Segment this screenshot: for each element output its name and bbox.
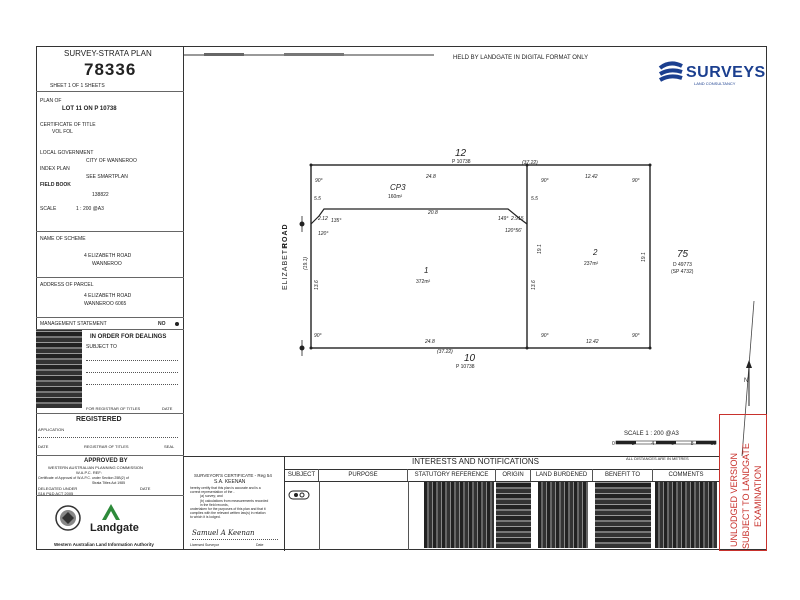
logo-block bbox=[36, 496, 184, 550]
angle-120: 120° bbox=[318, 231, 329, 237]
surveys-brand-sub: LAND CONSULTANCY bbox=[694, 81, 736, 86]
title-block bbox=[36, 46, 184, 92]
unlodged-stamp bbox=[719, 414, 767, 551]
approved-date: DATE bbox=[140, 486, 151, 491]
right-lot-number: 75 bbox=[677, 249, 689, 260]
surveyor-signature: Samuel A Keenan bbox=[192, 529, 255, 537]
address-block bbox=[36, 278, 184, 318]
plan-of-value: LOT 11 ON P 10738 bbox=[62, 106, 117, 112]
vol-fol: VOL FOL bbox=[52, 129, 73, 135]
approved-line2: W.A.P.C. REF: bbox=[76, 470, 102, 475]
registrar-label: REGISTRAR OF TITLES bbox=[84, 444, 129, 449]
dim-mid-lower: 13.6 bbox=[531, 280, 537, 290]
scale-label: SCALE bbox=[40, 206, 57, 212]
dim-top-total: (37.22) bbox=[522, 160, 538, 166]
dim-diag-left: 2.12 bbox=[318, 216, 328, 222]
approved-line1: WESTERN AUSTRALIAN PLANNING COMMISSION bbox=[48, 465, 143, 470]
angle-90-tm: 90° bbox=[541, 178, 549, 184]
col-subject: SUBJECT bbox=[285, 469, 319, 481]
lot1-number: 1 bbox=[424, 266, 429, 275]
address-label: ADDRESS OF PARCEL bbox=[40, 282, 94, 288]
col-purpose: PURPOSE bbox=[319, 469, 408, 481]
registered-line bbox=[38, 437, 178, 438]
registered-block bbox=[36, 414, 184, 456]
dealings-line bbox=[86, 360, 178, 361]
scheme-label: NAME OF SCHEME bbox=[40, 236, 86, 242]
redacted-land bbox=[538, 482, 588, 548]
management-statement bbox=[36, 318, 184, 330]
col-comments: COMMENTS bbox=[668, 472, 704, 478]
scheme-block bbox=[36, 232, 184, 278]
dim-inner: 20.8 bbox=[428, 210, 438, 216]
angle-90-bl: 90° bbox=[314, 333, 322, 339]
mgmt-label: MANAGEMENT STATEMENT bbox=[40, 321, 107, 327]
mgmt-value: NO bbox=[158, 321, 166, 327]
scheme-line2: WANNEROO bbox=[92, 261, 122, 267]
dealings-line bbox=[86, 372, 178, 373]
angle-90-br: 90° bbox=[632, 333, 640, 339]
cert-body: hereby certify that this plan is accurate and is a correct representation of the - (a) survey; and (b) calculations from measurements recorded in the field records, undertaken for the purposes of this plan and that it complies with the relevant written law(s) in relation to which it is lodged. bbox=[190, 486, 269, 520]
bottom-lot-plan: P 10738 bbox=[456, 364, 475, 370]
lot1-area: 372m² bbox=[416, 279, 431, 285]
cp3-name: CP3 bbox=[390, 183, 406, 192]
lot2-area: 237m² bbox=[584, 261, 599, 267]
plan-info-block bbox=[36, 92, 184, 232]
address-line2: WANNEROO 6065 bbox=[84, 301, 127, 307]
index-plan-label: INDEX PLAN bbox=[40, 166, 70, 172]
plan-number: 78336 bbox=[84, 60, 137, 79]
cp3-boundary bbox=[311, 209, 527, 224]
top-lot-number: 12 bbox=[455, 148, 467, 159]
col-land-burdened: LAND BURDENED bbox=[531, 469, 593, 481]
field-book-label: FIELD BOOK bbox=[40, 182, 71, 188]
dim-bottom-total: (37.22) bbox=[437, 349, 453, 355]
col-benefit-to: BENEFIT TO bbox=[593, 469, 653, 481]
scale-value: 1 : 200 @A3 bbox=[76, 206, 104, 212]
scheme-line1: 4 ELIZABETH ROAD bbox=[84, 253, 132, 259]
local-gov-label: LOCAL GOVERNMENT bbox=[40, 150, 94, 156]
angle-90-tl: 90° bbox=[315, 178, 323, 184]
right-lot-plan1: D 49773 bbox=[673, 262, 692, 268]
dim-left-total: (19.1) bbox=[303, 256, 309, 270]
angle-149: 149° bbox=[498, 216, 509, 222]
dim-left-upper: 5.5 bbox=[314, 196, 321, 202]
bullet-icon bbox=[175, 322, 179, 326]
address-line1: 4 ELIZABETH ROAD bbox=[84, 293, 132, 299]
scale-note: ALL DISTANCES ARE IN METRES bbox=[626, 456, 689, 461]
for-registrar: FOR REGISTRAR OF TITLES bbox=[86, 406, 141, 411]
cert-title-label: CERTIFICATE OF TITLE bbox=[40, 122, 96, 128]
redacted-comments bbox=[655, 482, 717, 548]
redacted-statutory bbox=[424, 482, 494, 548]
landgate-wordmark: Landgate bbox=[90, 522, 139, 534]
bottom-lot-number: 10 bbox=[464, 353, 476, 364]
plan-of-label: PLAN OF bbox=[40, 98, 62, 104]
approved-block bbox=[36, 456, 184, 496]
authority-name: Western Australian Land Information Authority bbox=[54, 542, 154, 547]
scale-ticks: 0 2 4 6 8 10 bbox=[612, 441, 716, 447]
seal-label: SEAL bbox=[164, 444, 175, 449]
cert-title: SURVEYOR'S CERTIFICATE - Reg 54 bbox=[194, 473, 272, 478]
act-line: S16 P&D ACT 2005 bbox=[38, 491, 74, 496]
wa-crest-icon bbox=[54, 504, 82, 532]
registered-label: REGISTERED bbox=[76, 416, 122, 423]
col-origin: ORIGIN bbox=[496, 469, 531, 481]
interests-title: INTERESTS AND NOTIFICATIONS bbox=[412, 457, 539, 466]
cert-name: S.A. KEENAN bbox=[214, 479, 246, 485]
left-panel bbox=[36, 46, 184, 550]
field-book-value: 138822 bbox=[92, 192, 109, 198]
stamp-line1: UNLODGED VERSION bbox=[729, 452, 739, 547]
approved-line3: Certificate of Approval of W.A.P.C. under Section 25B(2) of bbox=[38, 476, 129, 480]
landgate-logo-icon bbox=[100, 502, 122, 522]
dealings-line bbox=[86, 384, 178, 385]
top-lot-plan: P 10738 bbox=[452, 159, 471, 165]
cp3-area: 160m² bbox=[388, 194, 403, 200]
road-type: ROAD bbox=[282, 223, 289, 248]
redacted-origin bbox=[496, 482, 531, 548]
cert-date-label: Date bbox=[256, 543, 264, 547]
dim-mid-upper: 5.5 bbox=[531, 196, 538, 202]
delegated-line: DELEGATED UNDER bbox=[38, 486, 78, 491]
dim-bottom-left: 24.8 bbox=[425, 339, 435, 345]
local-gov-value: CITY OF WANNEROO bbox=[86, 158, 137, 164]
dim-bottom-right: 12.42 bbox=[586, 339, 599, 345]
dealings-title: IN ORDER FOR DEALINGS bbox=[90, 334, 167, 340]
dim-top-left: 24.8 bbox=[426, 174, 436, 180]
date-label: DATE bbox=[38, 444, 49, 449]
scale-caption: SCALE 1 : 200 @A3 bbox=[624, 431, 679, 437]
angle-135: 135° bbox=[331, 218, 342, 224]
dealings-date: DATE bbox=[162, 406, 173, 411]
application-label: APPLICATION bbox=[38, 427, 65, 432]
corner-markers bbox=[310, 164, 652, 350]
stamp-line3: EXAMINATION bbox=[753, 465, 763, 527]
sheet-info: SHEET 1 OF 1 SHEETS bbox=[50, 83, 105, 89]
col-divider bbox=[408, 481, 409, 550]
approved-title: APPROVED BY bbox=[84, 458, 128, 464]
surveyor-certificate bbox=[184, 457, 285, 551]
dim-diag-right: 2.915 bbox=[511, 216, 524, 222]
signature-line bbox=[192, 539, 278, 540]
angle-90-bm: 90° bbox=[541, 333, 549, 339]
stamp-line2: SUBJECT TO LANDGATE bbox=[741, 443, 751, 549]
digital-format-note: HELD BY LANDGATE IN DIGITAL FORMAT ONLY bbox=[453, 55, 589, 61]
col-divider bbox=[319, 481, 320, 550]
subject-marker-icon bbox=[288, 490, 310, 500]
angle-90-tr: 90° bbox=[632, 178, 640, 184]
angle-120b: 120°56' bbox=[505, 228, 522, 234]
index-plan-value: SEE SMARTPLAN bbox=[86, 174, 128, 180]
licensed-label: Licensed Surveyor bbox=[190, 543, 219, 547]
lot2-number: 2 bbox=[593, 248, 598, 257]
parcel-boundary bbox=[311, 165, 650, 348]
dim-top-right: 12.42 bbox=[585, 174, 598, 180]
dim-right: 19.1 bbox=[641, 252, 647, 262]
subject-to: SUBJECT TO bbox=[86, 344, 117, 350]
redacted-benefit bbox=[595, 482, 651, 548]
dim-mid-right: 19.1 bbox=[537, 244, 543, 254]
col-statutory: STATUTORY REFERENCE bbox=[408, 469, 496, 481]
approved-line4: Strata Titles Act 1985 bbox=[92, 481, 126, 485]
right-lot-plan2: (SP 4732) bbox=[671, 269, 694, 275]
dim-left-lower: 13.6 bbox=[314, 280, 320, 290]
road-name: ELIZABETH bbox=[282, 242, 289, 290]
surveys-brand: SURVEYS bbox=[686, 64, 766, 81]
north-label: N bbox=[744, 378, 749, 384]
plan-type-title: SURVEY-STRATA PLAN bbox=[64, 49, 152, 58]
